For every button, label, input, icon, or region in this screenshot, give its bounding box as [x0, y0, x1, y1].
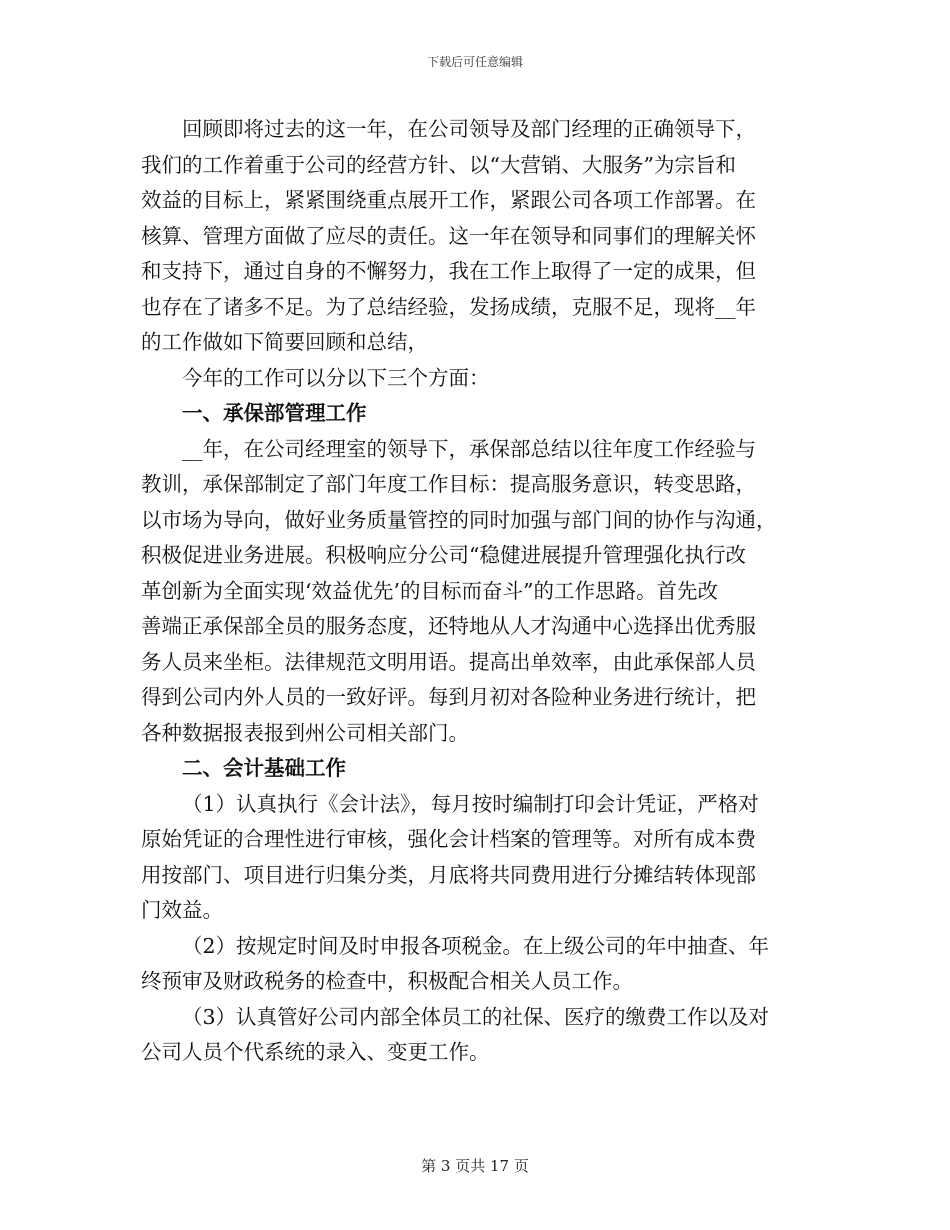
text-line: 务人员来坐柜。法律规范文明用语。提高出单效率，由此承保部人员	[141, 649, 756, 674]
text-line: 的工作做如下简要回顾和总结，	[141, 330, 428, 354]
text-line: （2）按规定时间及时申报各项税金。在上级公司的年中抽查、年	[182, 933, 770, 958]
text-line: 积极促进业务进展。积极响应分公司“稳健进展提升管理强化执行改	[141, 543, 746, 567]
text-line: 各种数据报表报到州公司相关部门。	[141, 720, 469, 745]
section-heading-underwriting: 一、承保部管理工作	[182, 401, 367, 425]
text-line: __年，在公司经理室的领导下，承保部总结以往年度工作经验与	[182, 436, 756, 461]
accounting-item-3	[141, 1000, 811, 1071]
page-number: 第 3 页共 17 页	[421, 1157, 529, 1175]
text-line: 原始凭证的合理性进行审核，强化会计档案的管理等。对所有成本费	[141, 827, 756, 851]
underwriting-paragraph	[141, 432, 811, 752]
text-line: 门效益。	[141, 898, 223, 922]
document-body	[141, 112, 811, 1071]
text-line: 教训，承保部制定了部门年度工作目标：提高服务意识，转变思路，	[141, 472, 756, 496]
text-line: 公司人员个代系统的录入、变更工作。	[141, 1040, 490, 1064]
text-line: 善端正承保部全员的服务态度，还特地从人才沟通中心选择出优秀服	[141, 614, 756, 638]
text-line: （1）认真执行《会计法》，每月按时编制打印会计凭证，严格对	[182, 791, 759, 816]
text-line: 用按部门、项目进行归集分类，月底将共同费用进行分摊结转体现部	[141, 862, 756, 887]
text-line: 核算、管理方面做了应尽的责任。这一年在领导和同事们的理解关怀	[141, 223, 756, 248]
text-line: 效益的目标上，紧紧围绕重点展开工作，紧跟公司各项工作部署。在	[141, 188, 756, 212]
page-header-note: 下载后可任意编辑	[426, 55, 523, 69]
accounting-item-2	[141, 929, 811, 1000]
accounting-item-1	[141, 787, 811, 929]
text-line: 回顾即将过去的这一年，在公司领导及部门经理的正确领导下，	[182, 117, 756, 141]
text-line: 革创新为全面实现‘效益优先’的目标而奋斗”的工作思路。首先改	[141, 578, 719, 603]
text-line: 我们的工作着重于公司的经营方针、以“大营销、大服务”为宗旨和	[141, 152, 736, 177]
text-line: 得到公司内外人员的一致好评。每到月初对各险种业务进行统计，把	[141, 685, 756, 709]
text-line: 终预审及财政税务的检查中，积极配合相关人员工作。	[141, 969, 633, 993]
text-line: 和支持下，通过自身的不懈努力，我在工作上取得了一定的成果，但	[141, 259, 756, 283]
text-line: （3）认真管好公司内部全体员工的社保、医疗的缴费工作以及对	[182, 1004, 770, 1029]
section-heading-accounting: 二、会计基础工作	[182, 756, 346, 780]
aspects-paragraph	[141, 361, 811, 397]
text-line: 今年的工作可以分以下三个方面：	[182, 365, 490, 390]
intro-paragraph	[141, 112, 811, 361]
text-line: 以市场为导向，做好业务质量管控的同时加强与部门间的协作与沟通，	[141, 507, 777, 532]
text-line: 也存在了诸多不足。为了总结经验，发扬成绩，克服不足，现将__年	[141, 294, 756, 319]
